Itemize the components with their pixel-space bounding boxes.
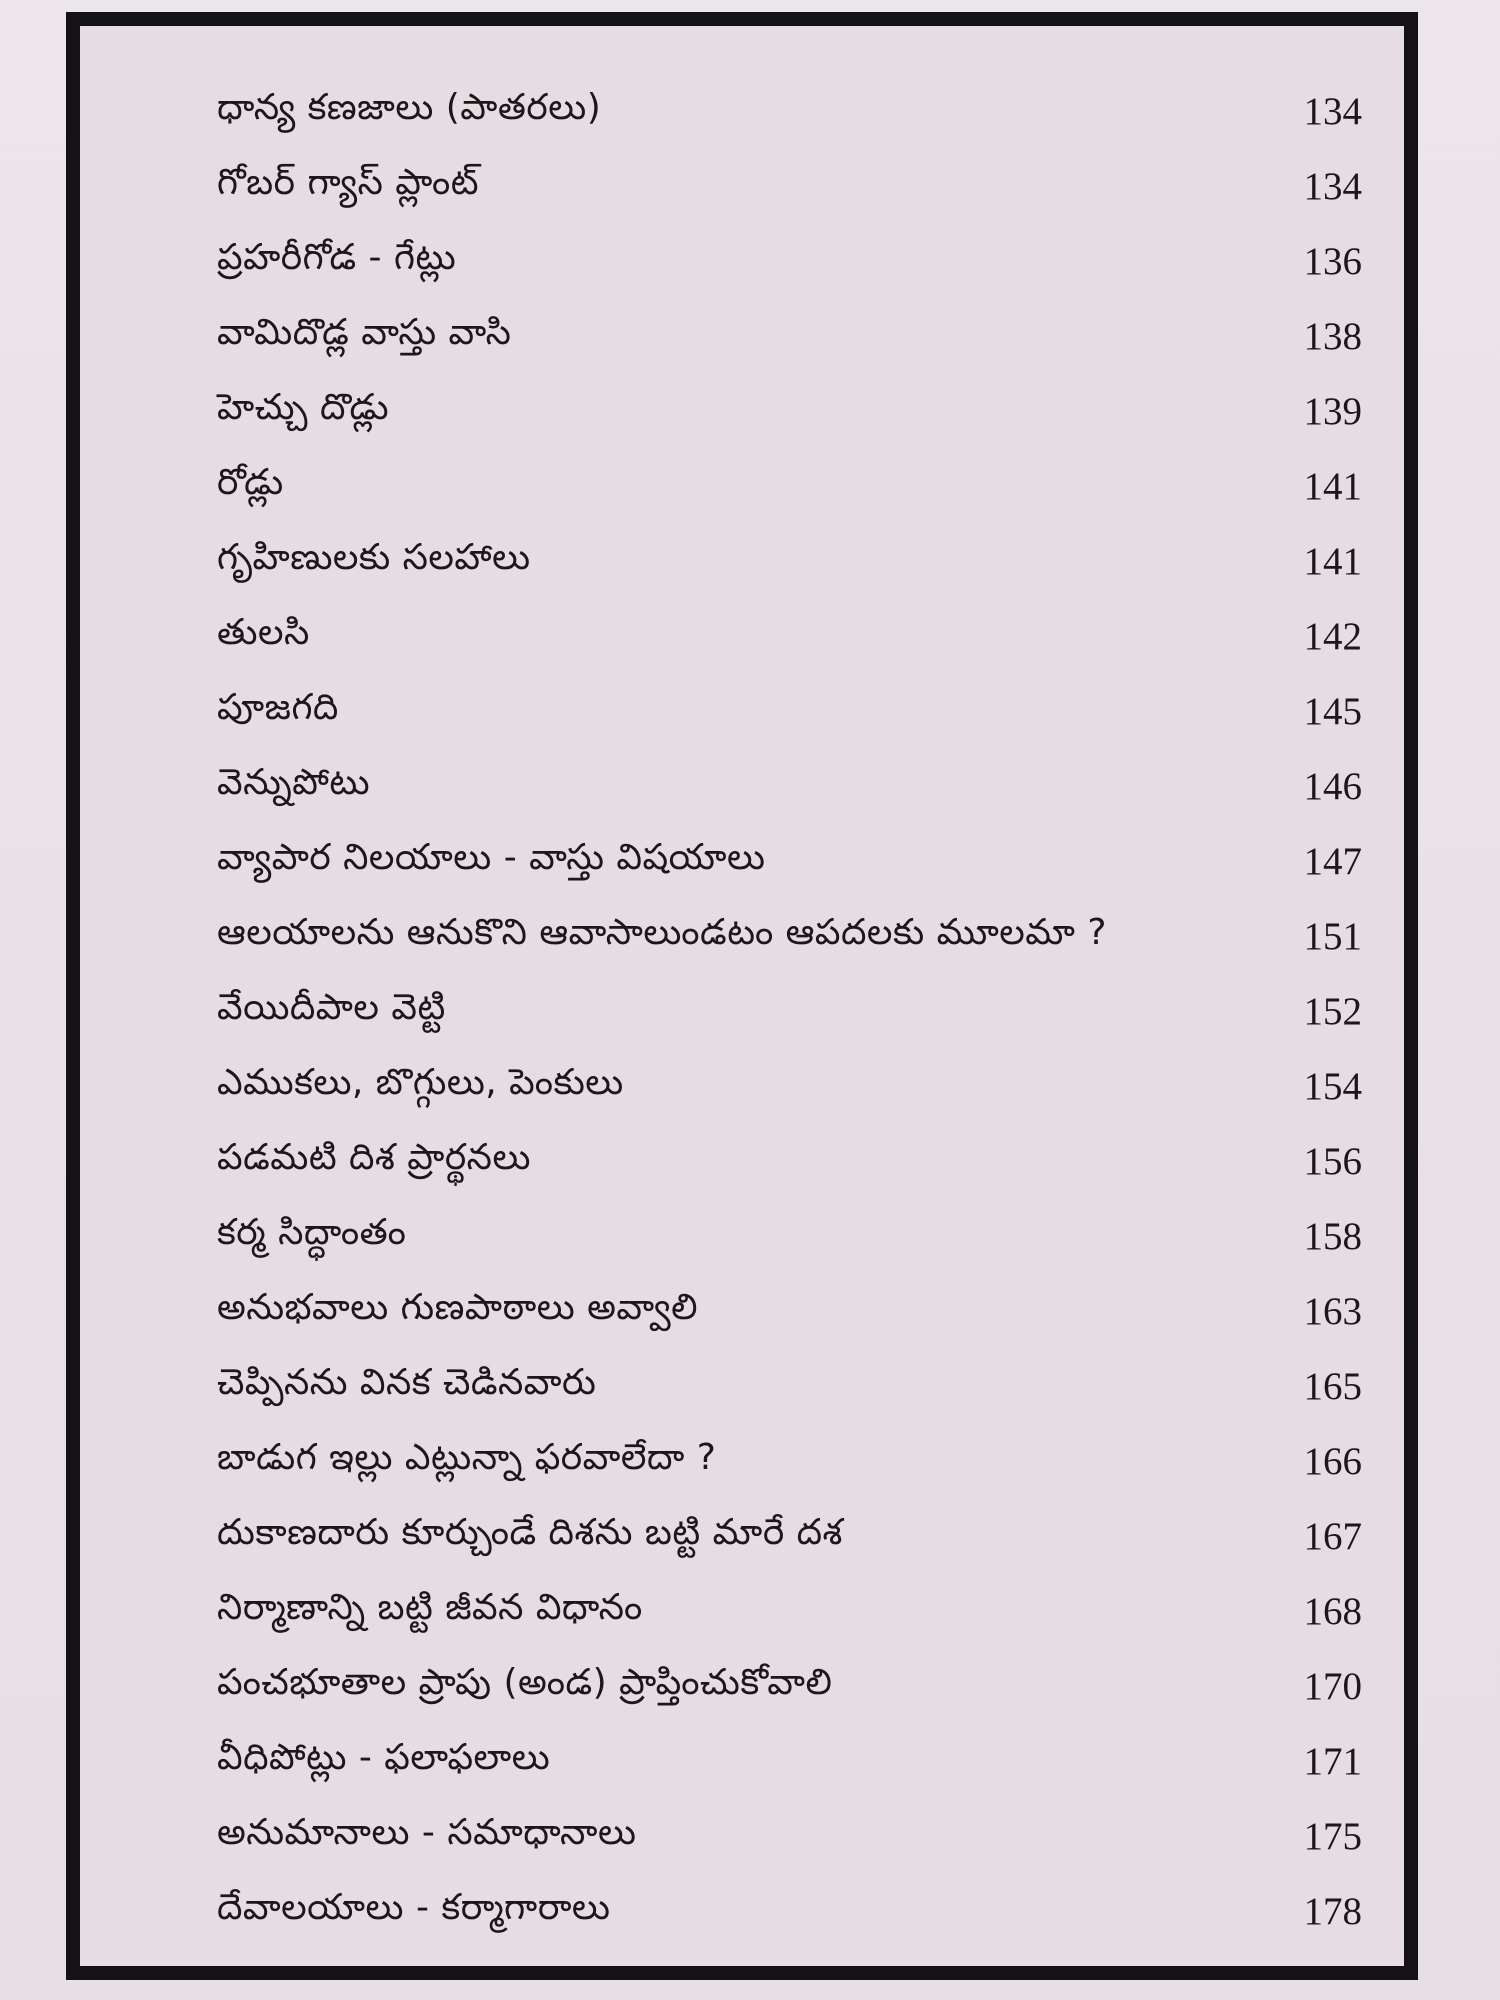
entry-title: పడమటి దిశ ప్రార్థనలు [217, 1137, 531, 1178]
entry-page-number: 156 [1303, 1140, 1362, 1183]
entry-page-number: 145 [1303, 690, 1362, 733]
list-item [80, 1283, 1404, 1358]
entry-title: వీధిపోట్లు - ఫలాఫలాలు [217, 1737, 551, 1778]
entry-title: రోడ్లు [217, 462, 284, 503]
entry-page-number: 146 [1303, 765, 1362, 808]
entry-title: ఆలయాలను ఆనుకొని ఆవాసాలుండటం ఆపదలకు మూలమా ? [217, 912, 1107, 953]
entry-title: పంచభూతాల ప్రాపు (అండ) ప్రాప్తించుకోవాలి [217, 1662, 833, 1703]
entry-page-number: 134 [1303, 90, 1362, 133]
entry-page-number: 151 [1303, 915, 1362, 958]
entry-page-number: 163 [1303, 1290, 1362, 1333]
entry-page-number: 167 [1303, 1515, 1362, 1558]
entry-title: నిర్మాణాన్ని బట్టి జీవన విధానం [217, 1587, 643, 1628]
entry-page-number: 142 [1303, 615, 1362, 658]
list-item [80, 1508, 1404, 1583]
entry-title: అనుభవాలు గుణపాఠాలు అవ్వాలి [217, 1287, 699, 1328]
list-item [80, 1583, 1404, 1658]
entry-page-number: 134 [1303, 165, 1362, 208]
entry-title: హెచ్చు దొడ్లు [217, 387, 390, 428]
list-item [80, 908, 1404, 983]
entry-title: గోబర్ గ్యాస్ ప్లాంట్ [217, 162, 480, 203]
entry-page-number: 147 [1303, 840, 1362, 883]
entry-page-number: 166 [1303, 1440, 1362, 1483]
entry-title: గృహిణులకు సలహాలు [217, 537, 531, 578]
entry-title: అనుమానాలు - సమాధానాలు [217, 1812, 637, 1853]
list-item [80, 1058, 1404, 1133]
list-item [80, 83, 1404, 158]
entry-title: దేవాలయాలు - కర్మాగారాలు [217, 1887, 611, 1928]
contents-border-frame [66, 12, 1418, 1980]
list-item [80, 1358, 1404, 1433]
list-item [80, 758, 1404, 833]
list-item [80, 833, 1404, 908]
list-item [80, 983, 1404, 1058]
list-item [80, 1883, 1404, 1958]
entry-page-number: 171 [1303, 1740, 1362, 1783]
entry-page-number: 165 [1303, 1365, 1362, 1408]
table-of-contents [80, 26, 1404, 1966]
list-item [80, 308, 1404, 383]
entry-page-number: 175 [1303, 1815, 1362, 1858]
entry-title: బాడుగ ఇల్లు ఎట్లున్నా ఫరవాలేదా ? [217, 1437, 717, 1478]
entry-page-number: 154 [1303, 1065, 1362, 1108]
list-item [80, 458, 1404, 533]
entry-page-number: 141 [1303, 465, 1362, 508]
entry-title: ప్రహరీగోడ - గేట్లు [217, 237, 457, 278]
entry-title: వ్యాపార నిలయాలు - వాస్తు విషయాలు [217, 837, 766, 878]
list-item [80, 1658, 1404, 1733]
list-item [80, 383, 1404, 458]
list-item [80, 1733, 1404, 1808]
entry-page-number: 139 [1303, 390, 1362, 433]
entry-page-number: 170 [1303, 1665, 1362, 1708]
list-item [80, 1433, 1404, 1508]
entry-title: దుకాణదారు కూర్చుండే దిశను బట్టి మారే దశ [217, 1512, 843, 1553]
entry-page-number: 141 [1303, 540, 1362, 583]
list-item [80, 1208, 1404, 1283]
entry-title: కర్మ సిద్ధాంతం [217, 1212, 407, 1253]
entry-page-number: 138 [1303, 315, 1362, 358]
entry-title: ధాన్య కణజాలు (పాతరలు) [217, 87, 602, 128]
entry-title: తులసి [217, 612, 310, 653]
entry-page-number: 178 [1303, 1890, 1362, 1933]
entry-page-number: 168 [1303, 1590, 1362, 1633]
entry-title: ఎముకలు, బొగ్గులు, పెంకులు [217, 1062, 624, 1103]
entry-page-number: 158 [1303, 1215, 1362, 1258]
list-item [80, 1133, 1404, 1208]
list-item [80, 1808, 1404, 1883]
entry-title: పూజగది [217, 687, 339, 728]
entry-title: వెన్నుపోటు [217, 762, 371, 803]
list-item [80, 158, 1404, 233]
list-item [80, 683, 1404, 758]
entry-title: చెప్పినను వినక చెడినవారు [217, 1362, 597, 1403]
entry-title: వామిదొడ్ల వాస్తు వాసి [217, 312, 512, 353]
entry-page-number: 136 [1303, 240, 1362, 283]
entry-title: వేయిదీపాల వెట్టి [217, 987, 446, 1028]
list-item [80, 608, 1404, 683]
entry-page-number: 152 [1303, 990, 1362, 1033]
list-item [80, 533, 1404, 608]
list-item [80, 233, 1404, 308]
